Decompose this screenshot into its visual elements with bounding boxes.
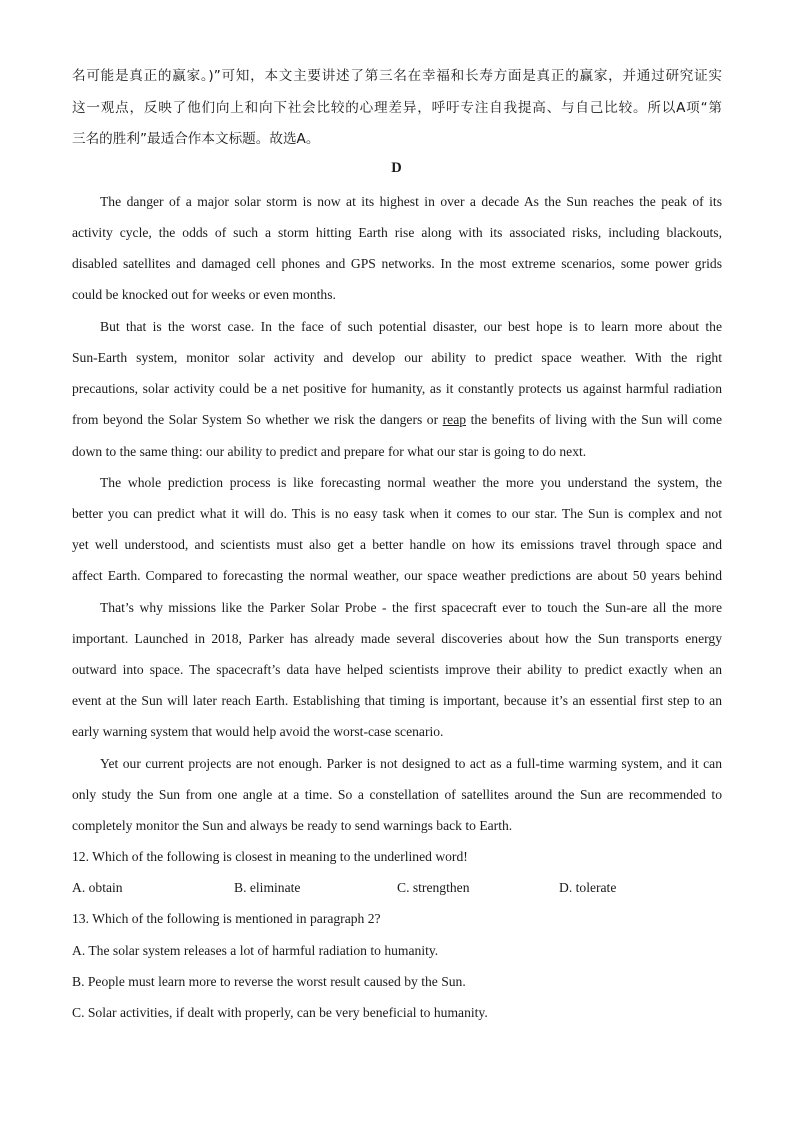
underlined-word: reap	[442, 412, 467, 427]
p4-line-2: important. Launched in 2018, Parker has already made several discoveries about how the Sun transports energy	[72, 631, 722, 646]
p1-line-3: disabled satellites and damaged cell phones and GPS networks. In the most extreme scenarios, some power grids	[72, 256, 722, 271]
p4-line-3: outward into space. The spacecraft’s data have helped scientists improve their ability to predict exactly when an	[72, 662, 722, 677]
question-12-stem: 12. Which of the following is closest in meaning to the underlined word!	[72, 849, 468, 864]
p4-line-4: event at the Sun will later reach Earth. Establishing that timing is important, because it’s an essential first step to an	[72, 693, 722, 708]
p2-line-1: But that is the worst case. In the face of such potential disaster, our best hope is to learn more about the	[100, 319, 722, 334]
p2-line-4-before: from beyond the Solar System So whether we risk the dangers or	[72, 412, 443, 427]
p3-line-1: The whole prediction process is like forecasting normal weather the more you understand the system, the	[100, 475, 722, 490]
p5-line-1: Yet our current projects are not enough. Parker is not designed to act as a full-time warming system, and it can	[100, 756, 722, 771]
p2-line-4-after: the benefits of living with the Sun will come	[466, 412, 722, 427]
p1-line-2: activity cycle, the odds of such a storm hitting Earth rise along with its associated risks, including blackouts,	[72, 225, 722, 240]
p1-line-4: could be knocked out for weeks or even months.	[72, 287, 336, 302]
p5-line-3: completely monitor the Sun and always be ready to send warnings back to Earth.	[72, 818, 513, 833]
q12-option-d: D. tolerate	[559, 880, 617, 895]
q13-option-c: C. Solar activities, if dealt with properly, can be very beneficial to humanity.	[72, 1005, 488, 1020]
p4-line-5: early warning system that would help avoid the worst-case scenario.	[72, 724, 444, 739]
p2-line-3: precautions, solar activity could be a net positive for humanity, as it constantly protects us against harmful radiation	[72, 381, 722, 396]
p2-line-2: Sun-Earth system, monitor solar activity and develop our ability to predict space weather. With the right	[72, 350, 722, 365]
p5-line-2: only study the Sun from one angle at a time. So a constellation of satellites around the Sun are recommended to	[72, 787, 722, 802]
p3-line-3: yet well understood, and scientists must also get a better handle on how its emissions travel through space and	[72, 537, 722, 552]
q13-option-b: B. People must learn more to reverse the worst result caused by the Sun.	[72, 974, 466, 989]
p2-line-5: down to the same thing: our ability to predict and prepare for what our star is going to do next.	[72, 444, 587, 459]
explanation-line-2: 这一观点，反映了他们向上和向下社会比较的心理差异，呼吁专注自我提高、与自己比较。所以A项“第	[72, 100, 722, 116]
p4-line-1: That’s why missions like the Parker Solar Probe - the first spacecraft ever to touch the Sun-are all the more	[100, 600, 722, 615]
question-13-stem: 13. Which of the following is mentioned in paragraph 2?	[72, 911, 381, 926]
q12-option-b: B. eliminate	[234, 880, 301, 895]
q12-option-a: A. obtain	[72, 880, 123, 895]
p3-line-4: affect Earth. Compared to forecasting the normal weather, our space weather predictions are about 50 years behind	[72, 568, 722, 583]
q13-option-a: A. The solar system releases a lot of harmful radiation to humanity.	[72, 943, 439, 958]
explanation-line-1: 名可能是真正的赢家。)”可知，本文主要讲述了第三名在幸福和长寿方面是真正的赢家，并通过研究证实	[72, 68, 722, 84]
section-heading: D	[391, 160, 402, 176]
p2-line-4	[72, 410, 722, 430]
explanation-line-3: 三名的胜利”最适合作本文标题。故选A。	[72, 131, 320, 147]
p1-line-1: The danger of a major solar storm is now at its highest in over a decade As the Sun reaches the peak of its	[100, 194, 722, 209]
p3-line-2: better you can predict what it will do. This is no easy task when it comes to our star. The Sun is complex and not	[72, 506, 722, 521]
q12-option-c: C. strengthen	[397, 880, 470, 895]
